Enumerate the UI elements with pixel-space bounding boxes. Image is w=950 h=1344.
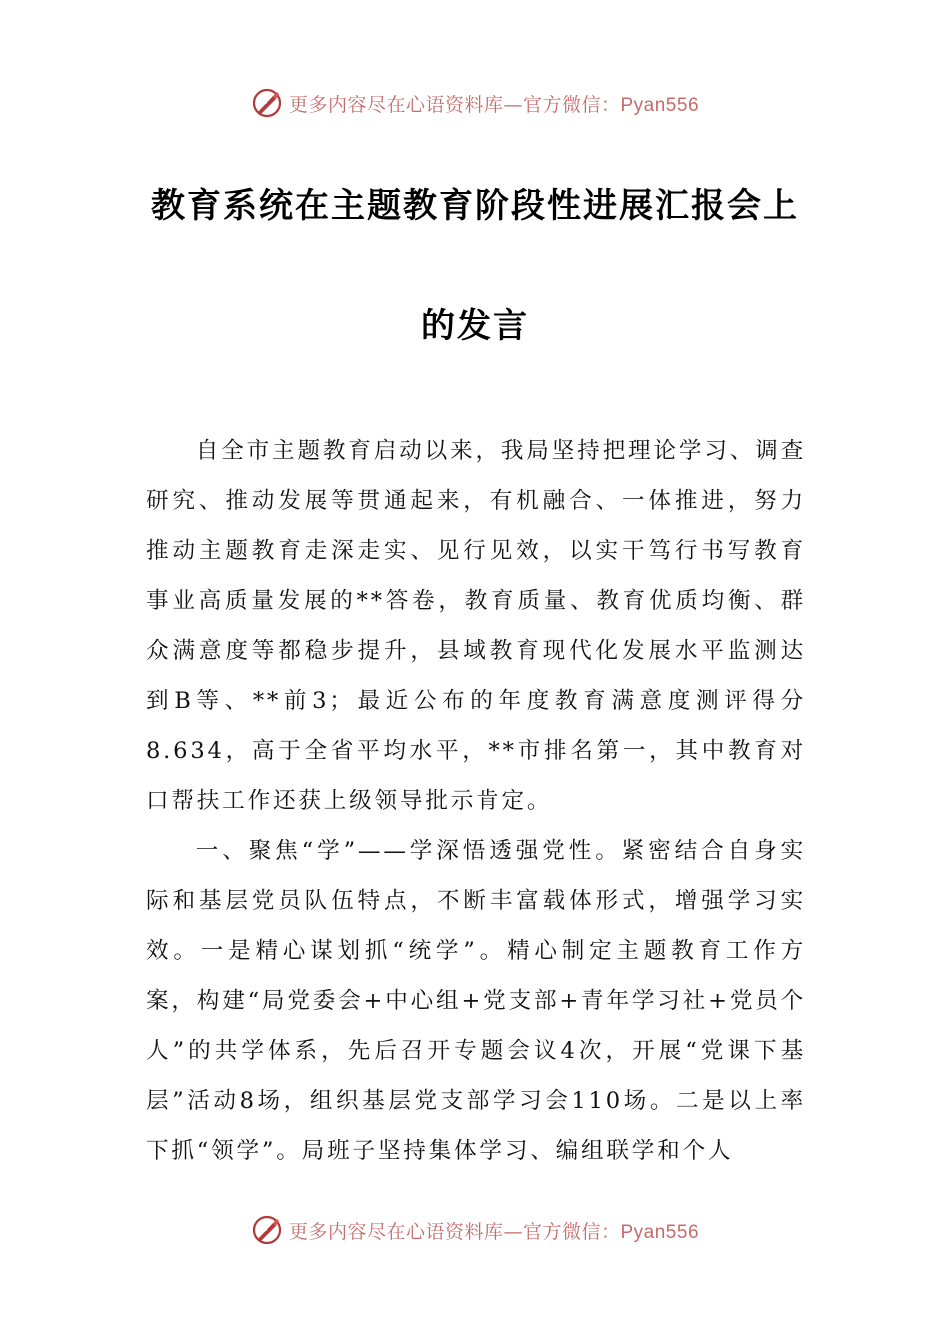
watermark-banner-top [0, 83, 950, 123]
pen-logo-icon [251, 1214, 283, 1246]
watermark-banner-bottom [0, 1210, 950, 1250]
watermark-text-cn: 更多内容尽在心语资料库—官方微信： [288, 93, 621, 116]
watermark-wechat-id: Pyan556 [620, 1221, 700, 1243]
pen-logo-icon [251, 87, 283, 119]
paragraph-section-one: 一、聚焦“学”——学深悟透强党性。紧密结合自身实际和基层党员队伍特点，不断丰富载体形式，增强学习实效。一是精心谋划抓“统学”。精心制定主题教育工作方案，构建“局党委会+中心组+党支部+青年学习社+党员个人”的共学体系，先后召开专题会议4次，开展“党课下基层”活动8场，组织基层党支部学习会110场。二是以上率下抓“领学”。局班子坚持集体学习、编组联学和个人 [146, 838, 806, 1164]
watermark-text [289, 1217, 699, 1244]
paragraph-intro: 自全市主题教育启动以来，我局坚持把理论学习、调查研究、推动发展等贯通起来，有机融合、一体推进，努力推动主题教育走深走实、见行见效，以实干笃行书写教育事业高质量发展的**答卷，教育质量、教育优质均衡、群众满意度等都稳步提升，县域教育现代化发展水平监测达到B等、**前3；最近公布的年度教育满意度测评得分8.634，高于全省平均水平，**市排名第一，其中教育对口帮扶工作还获上级领导批示肯定。 [146, 438, 806, 814]
document-title-line-1: 教育系统在主题教育阶段性进展汇报会上 [151, 186, 799, 226]
document-title-line-2: 的发言 [421, 306, 529, 346]
watermark-wechat-id: Pyan556 [620, 94, 700, 116]
watermark-text-cn: 更多内容尽在心语资料库—官方微信： [288, 1220, 621, 1243]
document-body [146, 426, 806, 1176]
watermark-text [289, 90, 699, 117]
